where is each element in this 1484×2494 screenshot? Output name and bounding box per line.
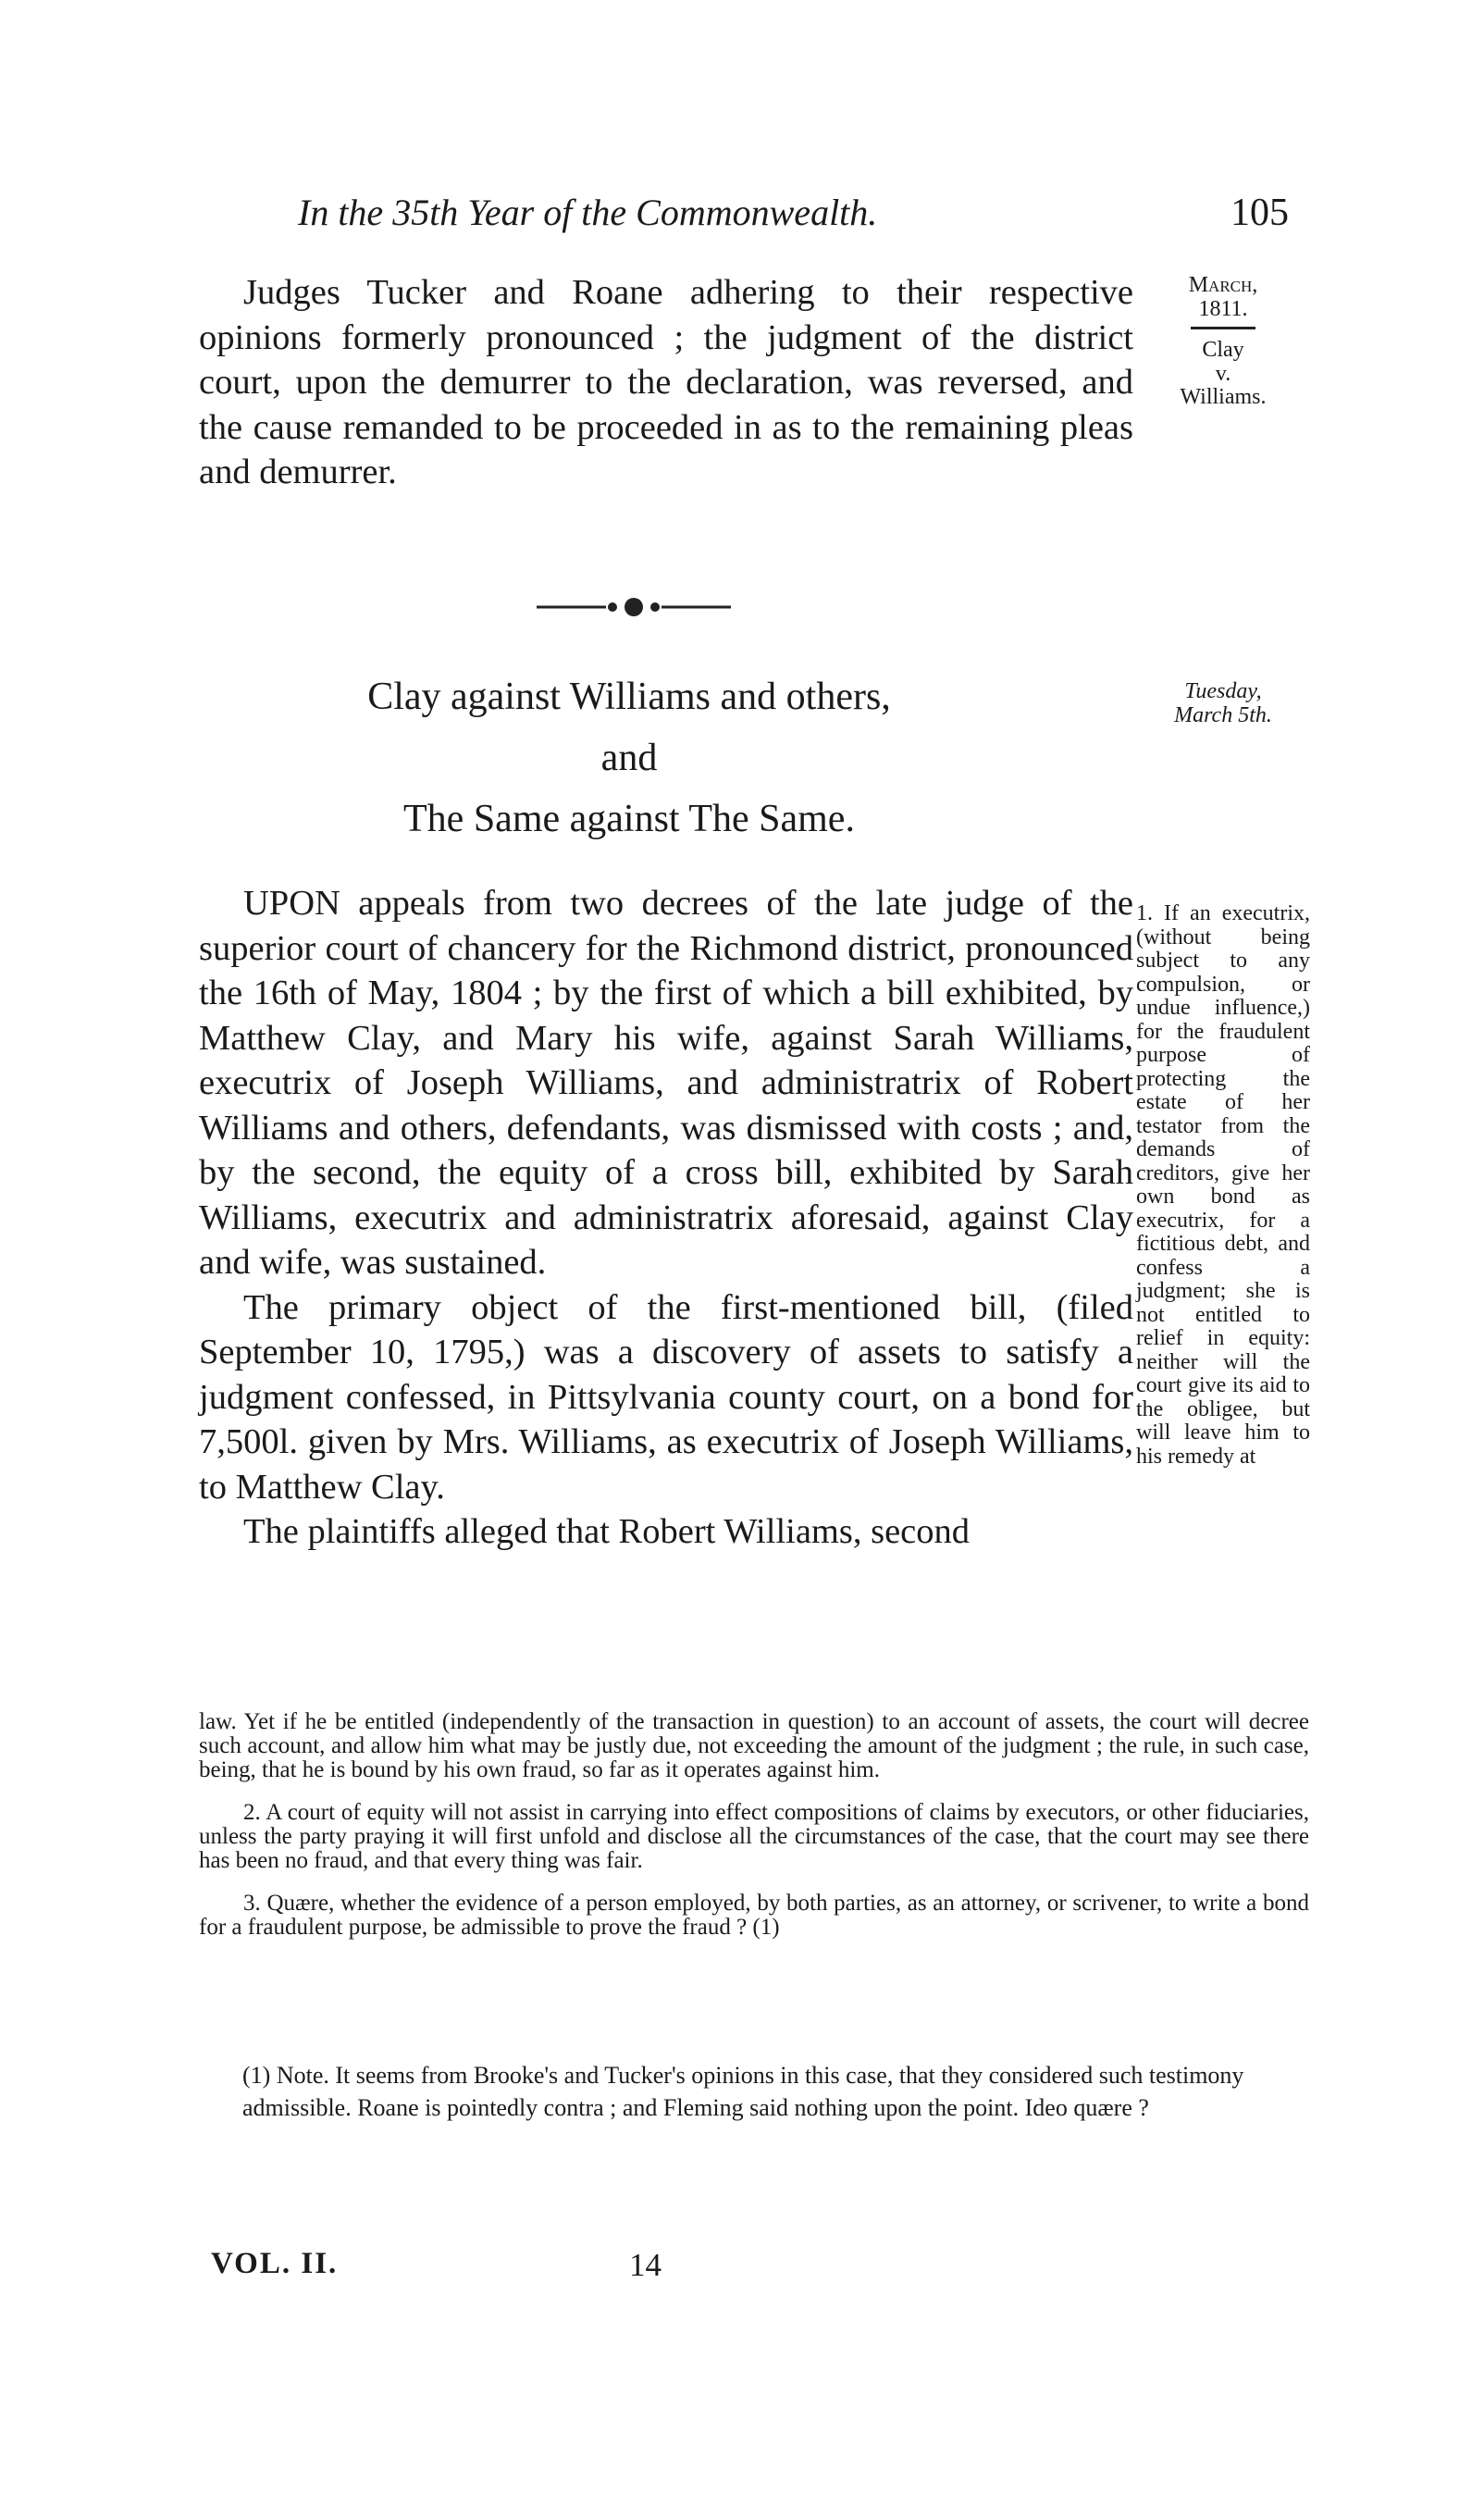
margin-case-a: Clay bbox=[1202, 338, 1244, 362]
page-number: 105 bbox=[1230, 192, 1289, 234]
headnote-1-margin-text: 1. If an executrix, (without being subject to any compulsion, or undue influence,) for the fraudulent purpose of protecting the estate of her testator from the demands of creditors, give her own bond as executrix, for a fictitious debt, and confess a judgment; she is not entitled to relief in equity: neither will the court give its aid to the obligee, but will leave him to his remedy at bbox=[1136, 901, 1310, 1469]
paragraph-2: UPON appeals from two decrees of the late judge of the superior court of chancery for the Richmond district, pronounced the 16th of May, 1804 ; by the first of which a bill exhibited, by Matthew Clay, and Mary his wife, against Sarah Williams, executrix of Joseph Williams, and administratrix of Robert Williams and others, defendants, was dismissed with costs ; and, by the second, the equity of a cross bill, exhibited by Sarah Williams, executrix and administratrix aforesaid, against Clay and wife, was sustained. bbox=[199, 884, 1133, 1282]
case-date-date: March 5th. bbox=[1174, 702, 1272, 727]
paragraph-3: The primary object of the first-mentioned bill, (filed September 10, 1795,) was a discovery of assets to satisfy a judgment confessed, in Pittsylvania county court, on a bond for 7,500l. given by Mrs. Williams, as executrix of Joseph Williams, to Matthew Clay. bbox=[199, 1287, 1133, 1507]
main-body bbox=[199, 881, 1133, 1555]
case-title-line3: The Same against The Same. bbox=[403, 798, 855, 840]
margin-case-v: v. bbox=[1215, 361, 1231, 386]
footnote bbox=[242, 2059, 1306, 2124]
margin-year: 1811. bbox=[1198, 296, 1248, 321]
case-title-line1: Clay against Williams and others, bbox=[367, 676, 891, 718]
paragraph-4: The plaintiffs alleged that Robert Williams, second bbox=[243, 1512, 971, 1551]
case-title-line2: and bbox=[600, 737, 658, 779]
headnote-1-continued: law. Yet if he be entitled (independently of the transaction in question) to an account of assets, the court will decree such account, and allow him what may be justly due, not exceeding the amount of the judgment ; the rule, in such case, being, that he is bound by his own fraud, so far as it operates against him. bbox=[199, 1709, 1309, 1782]
paragraph-1 bbox=[199, 270, 1133, 495]
volume-mark: VOL. II. bbox=[211, 2247, 339, 2280]
margin-date-case bbox=[1136, 274, 1310, 410]
running-title: In the 35th Year of the Commonwealth. bbox=[298, 192, 878, 233]
case-date-day: Tuesday, bbox=[1184, 679, 1262, 703]
case-title bbox=[278, 666, 981, 850]
paragraph-1-text: Judges Tucker and Roane adhering to their respective opinions formerly pronounced ; the judgment of the district court, upon the demurrer to the declaration, was reversed, and the cause remanded to be proceeded in as to the remaining pleas and demurrer. bbox=[199, 273, 1133, 491]
case-date bbox=[1136, 680, 1310, 727]
margin-rule bbox=[1191, 327, 1255, 329]
headnote-3: 3. Quære, whether the evidence of a person employed, by both parties, as an attorney, or scrivener, to write a bond for a fraudulent purpose, be admissible to prove the fraud ? (1) bbox=[199, 1891, 1309, 1940]
headnotes bbox=[199, 1710, 1309, 1940]
ornament-divider bbox=[537, 597, 731, 617]
footnote-text: (1) Note. It seems from Brooke's and Tucker's opinions in this case, that they considered such testimony admissible. Roane is pointedly contra ; and Fleming said nothing upon the point. Ideo quære ? bbox=[242, 2062, 1244, 2121]
margin-month: March, bbox=[1188, 273, 1258, 297]
headnote-2: 2. A court of equity will not assist in carrying into effect compositions of claims by executors, or other fiduciaries, unless the party praying it will first unfold and disclose all the circumstances of the case, that the court may see there has been no fraud, and that every thing was fair. bbox=[199, 1800, 1309, 1873]
headnote-1-margin bbox=[1136, 902, 1310, 1469]
signature-mark: 14 bbox=[629, 2247, 662, 2283]
margin-case-b: Williams. bbox=[1180, 385, 1267, 409]
